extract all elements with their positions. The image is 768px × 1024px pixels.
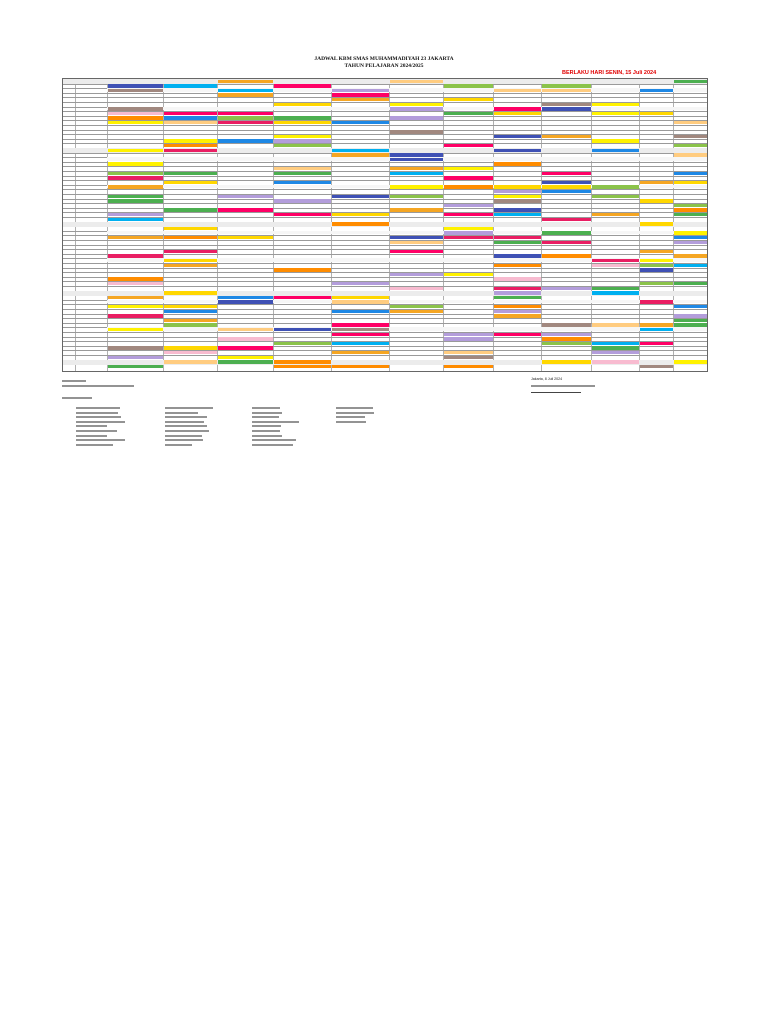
schedule-cell — [108, 254, 163, 257]
schedule-cell — [674, 144, 707, 147]
schedule-cell — [108, 314, 163, 317]
schedule-cell — [390, 172, 443, 175]
schedule-cell — [640, 323, 673, 326]
teacher-list-entry — [252, 435, 282, 437]
schedule-cell — [108, 305, 163, 308]
schedule-cell — [444, 176, 493, 179]
schedule-cell — [390, 305, 443, 308]
grid-row-line — [63, 268, 707, 269]
schedule-cell — [274, 328, 331, 331]
schedule-cell — [108, 365, 163, 368]
break-band-row — [107, 300, 707, 304]
schedule-cell — [164, 172, 217, 175]
schedule-cell — [444, 112, 493, 115]
schedule-cell — [542, 135, 591, 138]
schedule-cell — [592, 112, 639, 115]
schedule-cell — [592, 342, 639, 345]
teacher-list-entry — [76, 412, 118, 414]
schedule-cell — [494, 264, 541, 267]
schedule-cell — [218, 346, 273, 349]
schedule-cell — [444, 231, 493, 234]
grid-row-line — [63, 130, 707, 131]
schedule-cell — [494, 195, 541, 198]
schedule-cell — [640, 268, 673, 271]
schedule-cell — [108, 346, 163, 349]
teacher-list-entry — [252, 439, 296, 441]
schedule-cell — [164, 84, 217, 87]
schedule-cell — [674, 153, 707, 156]
teacher-list-entry — [252, 430, 280, 432]
schedule-cell — [390, 287, 443, 290]
schedule-cell — [674, 208, 707, 211]
schedule-cell — [390, 167, 443, 170]
schedule-cell — [444, 356, 493, 359]
schedule-cell — [332, 213, 389, 216]
schedule-cell — [390, 153, 443, 156]
schedule-cell — [674, 135, 707, 138]
schedule-cell — [164, 116, 217, 119]
schedule-cell — [542, 185, 591, 188]
schedule-cell — [164, 181, 217, 184]
schedule-cell — [332, 121, 389, 124]
schedule-cell — [108, 176, 163, 179]
grid-row-line — [63, 143, 707, 144]
schedule-cell — [592, 103, 639, 106]
schedule-cell — [164, 259, 217, 262]
schedule-cell — [494, 236, 541, 239]
left-signature-text-line — [62, 385, 134, 387]
schedule-cell — [108, 84, 163, 87]
schedule-cell — [674, 172, 707, 175]
schedule-cell — [640, 112, 673, 115]
grid-row-line — [63, 245, 707, 246]
schedule-cell — [542, 333, 591, 336]
schedule-cell — [592, 259, 639, 262]
schedule-cell — [164, 346, 217, 349]
schedule-cell — [108, 89, 163, 92]
schedule-cell — [494, 296, 541, 299]
schedule-cell — [390, 116, 443, 119]
break-band-row — [107, 231, 707, 235]
teacher-list-entry — [336, 421, 366, 423]
grid-row-line — [63, 240, 707, 241]
schedule-cell — [592, 346, 639, 349]
schedule-cell — [108, 213, 163, 216]
schedule-cell — [164, 236, 217, 239]
schedule-cell — [542, 107, 591, 110]
schedule-cell — [542, 254, 591, 257]
schedule-cell — [592, 323, 639, 326]
schedule-cell — [674, 121, 707, 124]
schedule-cell — [542, 181, 591, 184]
schedule-cell — [494, 291, 541, 294]
schedule-cell — [592, 291, 639, 294]
schedule-cell — [164, 305, 217, 308]
schedule-cell — [640, 342, 673, 345]
schedule-cell — [108, 116, 163, 119]
schedule-cell — [444, 204, 493, 207]
teacher-list-entry — [336, 412, 374, 414]
schedule-cell — [640, 89, 673, 92]
schedule-cell — [164, 144, 217, 147]
schedule-cell — [674, 314, 707, 317]
schedule-cell — [494, 305, 541, 308]
schedule-cell — [390, 236, 443, 239]
schedule-cell — [218, 296, 273, 299]
schedule-cell — [494, 310, 541, 313]
teacher-list-entry — [165, 412, 198, 414]
schedule-cell — [494, 162, 541, 165]
schedule-cell — [108, 185, 163, 188]
schedule-cell — [390, 107, 443, 110]
schedule-cell — [494, 107, 541, 110]
schedule-cell — [332, 342, 389, 345]
schedule-cell — [494, 277, 541, 280]
schedule-cell — [274, 296, 331, 299]
schedule-cell — [164, 360, 217, 363]
schedule-cell — [390, 158, 443, 161]
teacher-list-entry — [252, 407, 280, 409]
schedule-cell — [218, 360, 273, 363]
teacher-list-entry — [336, 416, 365, 418]
schedule-cell — [108, 282, 163, 285]
schedule-cell — [674, 323, 707, 326]
schedule-cell — [390, 273, 443, 276]
schedule-cell — [542, 172, 591, 175]
schedule-cell — [640, 181, 673, 184]
schedule-cell — [592, 351, 639, 354]
teacher-list-entry — [76, 421, 125, 423]
teacher-list-entry — [165, 421, 204, 423]
teacher-list-entry — [252, 425, 281, 427]
schedule-cell — [494, 199, 541, 202]
schedule-cell — [674, 80, 707, 83]
schedule-cell — [332, 93, 389, 96]
schedule-cell — [390, 185, 443, 188]
schedule-cell — [592, 195, 639, 198]
teacher-list-entry — [76, 439, 125, 441]
schedule-cell — [674, 231, 707, 234]
schedule-cell — [542, 89, 591, 92]
schedule-cell — [494, 135, 541, 138]
schedule-cell — [332, 328, 389, 331]
grid-row-line — [63, 272, 707, 273]
document-title: JADWAL KBM SMAS MUHAMMADIYAH 23 JAKARTA — [314, 56, 454, 62]
schedule-cell — [592, 287, 639, 290]
schedule-cell — [494, 287, 541, 290]
schedule-cell — [218, 121, 273, 124]
schedule-cell — [108, 296, 163, 299]
schedule-cell — [592, 149, 639, 152]
grid-row-line — [63, 180, 707, 181]
schedule-cell — [332, 282, 389, 285]
schedule-cell — [542, 337, 591, 340]
schedule-cell — [542, 84, 591, 87]
schedule-cell — [332, 153, 389, 156]
schedule-cell — [390, 208, 443, 211]
schedule-cell — [274, 360, 331, 363]
schedule-cell — [218, 236, 273, 239]
schedule-cell — [108, 218, 163, 221]
schedule-cell — [390, 103, 443, 106]
teacher-list-entry — [252, 421, 299, 423]
schedule-cell — [218, 208, 273, 211]
teacher-list-entry — [336, 407, 373, 409]
schedule-cell — [640, 259, 673, 262]
schedule-cell — [218, 300, 273, 303]
schedule-cell — [164, 323, 217, 326]
schedule-cell — [218, 80, 273, 83]
schedule-cell — [274, 172, 331, 175]
teacher-list-entry — [252, 416, 279, 418]
schedule-cell — [108, 195, 163, 198]
schedule-cell — [494, 149, 541, 152]
schedule-cell — [108, 199, 163, 202]
schedule-cell — [274, 365, 331, 368]
schedule-cell — [494, 213, 541, 216]
schedule-cell — [332, 351, 389, 354]
schedule-cell — [640, 365, 673, 368]
schedule-cell — [444, 227, 493, 230]
schedule-cell — [332, 222, 389, 225]
schedule-cell — [674, 213, 707, 216]
schedule-cell — [218, 112, 273, 115]
schedule-cell — [674, 305, 707, 308]
schedule-cell — [542, 287, 591, 290]
schedule-cell — [542, 323, 591, 326]
schedule-cell — [542, 342, 591, 345]
schedule-cell — [218, 337, 273, 340]
break-band-row — [107, 88, 707, 92]
schedule-cell — [494, 333, 541, 336]
schedule-cell — [674, 181, 707, 184]
teacher-list-entry — [165, 444, 192, 446]
schedule-cell — [108, 121, 163, 124]
schedule-cell — [274, 268, 331, 271]
grid-row-line — [63, 337, 707, 338]
schedule-cell — [274, 135, 331, 138]
schedule-cell — [640, 222, 673, 225]
schedule-cell — [108, 107, 163, 110]
schedule-cell — [592, 185, 639, 188]
schedule-cell — [164, 264, 217, 267]
schedule-cell — [494, 190, 541, 193]
schedule-cell — [218, 356, 273, 359]
schedule-cell — [592, 360, 639, 363]
schedule-cell — [674, 319, 707, 322]
schedule-cell — [332, 300, 389, 303]
schedule-cell — [444, 351, 493, 354]
teacher-list-entry — [165, 425, 207, 427]
schedule-cell — [164, 227, 217, 230]
teacher-list-entry — [165, 416, 207, 418]
schedule-cell — [108, 149, 163, 152]
grid-row-line — [63, 318, 707, 319]
schedule-cell — [494, 314, 541, 317]
signature-place-date: Jakarta, 8 Juli 2024 — [531, 377, 563, 381]
schedule-cell — [218, 139, 273, 142]
schedule-cell — [218, 89, 273, 92]
schedule-cell — [444, 98, 493, 101]
schedule-cell — [494, 185, 541, 188]
schedule-cell — [332, 333, 389, 336]
schedule-cell — [674, 204, 707, 207]
teacher-list-entry — [165, 430, 209, 432]
left-signature-text-line — [62, 380, 86, 382]
grid-row-line — [63, 208, 707, 209]
schedule-cell — [444, 333, 493, 336]
schedule-cell — [542, 190, 591, 193]
schedule-cell — [494, 208, 541, 211]
schedule-cell — [640, 199, 673, 202]
effective-date-notice: BERLAKU HARI SENIN, 15 Juli 2024 — [562, 70, 657, 76]
schedule-cell — [108, 162, 163, 165]
schedule-cell — [108, 236, 163, 239]
schedule-cell — [444, 167, 493, 170]
schedule-cell — [274, 167, 331, 170]
break-band-row — [107, 327, 707, 331]
schedule-cell — [390, 310, 443, 313]
teacher-list-entry — [76, 407, 120, 409]
schedule-cell — [164, 291, 217, 294]
schedule-cell — [274, 84, 331, 87]
schedule-cell — [444, 144, 493, 147]
schedule-cell — [390, 195, 443, 198]
schedule-cell — [164, 121, 217, 124]
schedule-cell — [164, 319, 217, 322]
schedule-cell — [674, 254, 707, 257]
signature-blank-line — [531, 392, 581, 393]
schedule-cell — [164, 310, 217, 313]
grid-row-line — [63, 189, 707, 190]
schedule-cell — [674, 236, 707, 239]
schedule-cell — [108, 356, 163, 359]
schedule-cell — [274, 213, 331, 216]
schedule-cell — [640, 328, 673, 331]
grid-row-line — [63, 125, 707, 126]
schedule-cell — [494, 241, 541, 244]
schedule-cell — [332, 310, 389, 313]
schedule-cell — [592, 213, 639, 216]
schedule-cell — [108, 328, 163, 331]
schedule-cell — [444, 337, 493, 340]
schedule-cell — [640, 300, 673, 303]
timetable-grid — [62, 78, 708, 372]
schedule-cell — [332, 89, 389, 92]
grid-row-line — [63, 166, 707, 167]
schedule-cell — [542, 360, 591, 363]
teacher-list-entry — [165, 407, 213, 409]
left-signature-text-line — [62, 397, 92, 399]
teacher-list-entry — [76, 430, 117, 432]
schedule-cell — [640, 250, 673, 253]
schedule-cell — [164, 351, 217, 354]
schedule-cell — [164, 149, 217, 152]
schedule-cell — [332, 296, 389, 299]
schedule-cell — [444, 365, 493, 368]
schedule-cell — [164, 112, 217, 115]
schedule-cell — [274, 116, 331, 119]
teacher-list-entry — [76, 416, 121, 418]
teacher-list-entry — [165, 439, 203, 441]
schedule-cell — [332, 323, 389, 326]
schedule-cell — [592, 139, 639, 142]
schedule-cell — [332, 149, 389, 152]
schedule-cell — [274, 342, 331, 345]
schedule-cell — [494, 112, 541, 115]
schedule-cell — [218, 116, 273, 119]
schedule-cell — [164, 250, 217, 253]
teacher-list-entry — [165, 435, 202, 437]
schedule-cell — [274, 199, 331, 202]
document-subtitle: TAHUN PELAJARAN 2024/2025 — [344, 63, 424, 69]
schedule-cell — [390, 241, 443, 244]
schedule-cell — [164, 139, 217, 142]
schedule-cell — [444, 273, 493, 276]
schedule-cell — [108, 172, 163, 175]
schedule-cell — [640, 264, 673, 267]
schedule-cell — [274, 139, 331, 142]
schedule-cell — [218, 195, 273, 198]
teacher-list-entry — [76, 444, 113, 446]
teacher-list-entry — [76, 435, 107, 437]
schedule-cell — [332, 195, 389, 198]
schedule-cell — [390, 130, 443, 133]
schedule-cell — [390, 80, 443, 83]
schedule-cell — [542, 103, 591, 106]
schedule-cell — [218, 93, 273, 96]
schedule-cell — [494, 254, 541, 257]
schedule-cell — [274, 181, 331, 184]
schedule-cell — [218, 328, 273, 331]
schedule-cell — [592, 264, 639, 267]
schedule-cell — [274, 121, 331, 124]
schedule-cell — [444, 236, 493, 239]
teacher-list-entry — [252, 444, 293, 446]
schedule-cell — [674, 241, 707, 244]
teacher-list-entry — [76, 425, 107, 427]
schedule-cell — [332, 98, 389, 101]
schedule-cell — [444, 84, 493, 87]
schedule-cell — [108, 112, 163, 115]
schedule-cell — [542, 218, 591, 221]
schedule-cell — [274, 103, 331, 106]
schedule-cell — [674, 282, 707, 285]
schedule-cell — [108, 277, 163, 280]
grid-row-line — [63, 249, 707, 250]
schedule-cell — [542, 231, 591, 234]
schedule-cell — [332, 365, 389, 368]
teacher-list-entry — [252, 412, 282, 414]
grid-row-line — [63, 134, 707, 135]
schedule-cell — [444, 185, 493, 188]
schedule-cell — [390, 250, 443, 253]
schedule-cell — [542, 241, 591, 244]
right-signature-text-line — [531, 385, 595, 387]
schedule-cell — [674, 264, 707, 267]
schedule-cell — [164, 208, 217, 211]
grid-row-line — [63, 203, 707, 204]
schedule-cell — [444, 213, 493, 216]
schedule-cell — [640, 282, 673, 285]
schedule-cell — [674, 360, 707, 363]
schedule-cell — [274, 144, 331, 147]
schedule-cell — [494, 89, 541, 92]
